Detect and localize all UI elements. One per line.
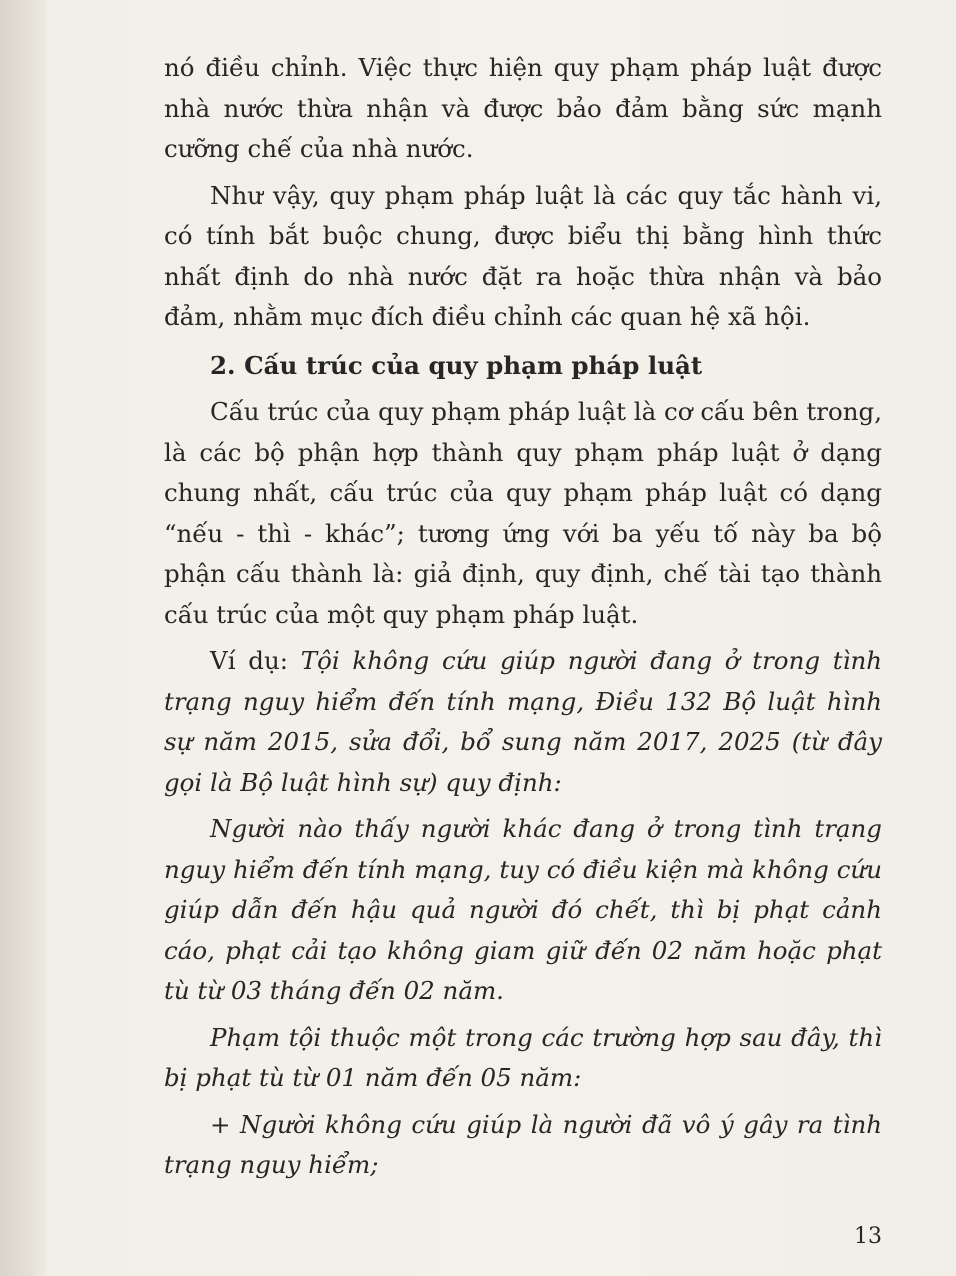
quote-clause-1: Người nào thấy người khác đang ở trong tình trạng nguy hiểm đến tính mạng, tuy có điều kiện mà không cứu giúp dẫn đến hậu quả người đó chết, thì bị phạt cảnh cáo, phạt cải tạo không giam giữ đến 02 năm hoặc phạt tù từ 03 tháng đến 02 năm. bbox=[164, 814, 882, 1005]
quote-clause-2: Phạm tội thuộc một trong các trường hợp sau đây, thì bị phạt tù từ 01 năm đến 05 năm: bbox=[164, 1022, 882, 1092]
example-text: Tội không cứu giúp người đang ở trong tình trạng nguy hiểm đến tính mạng, Điều 132 Bộ luật hình sự năm 2015, sửa đổi, bổ sung năm 2017, 2025 (từ đây gọi là Bộ luật hình sự) quy định: bbox=[164, 646, 883, 797]
example-label: Ví dụ: bbox=[210, 646, 301, 675]
quote-clause-3: + Người không cứu giúp là người đã vô ý gây ra tình trạng nguy hiểm; bbox=[164, 1109, 882, 1179]
section-heading: 2. Cấu trúc của quy phạm pháp luật bbox=[210, 350, 703, 380]
page-number: 13 bbox=[854, 1224, 882, 1249]
paragraph-continuation: nó điều chỉnh. Việc thực hiện quy phạm pháp luật được nhà nước thừa nhận và được bảo đảm bằng sức mạnh cưỡng chế của nhà nước. bbox=[164, 53, 882, 163]
paragraph-example bbox=[164, 641, 882, 803]
paragraph-definition: Như vậy, quy phạm pháp luật là các quy tắc hành vi, có tính bắt buộc chung, được biểu thị bằng hình thức nhất định do nhà nước đặt ra hoặc thừa nhận và bảo đảm, nhằm mục đích điều chỉnh các quan hệ xã hội. bbox=[164, 180, 882, 331]
page-body bbox=[164, 48, 882, 1186]
paragraph-structure: Cấu trúc của quy phạm pháp luật là cơ cấu bên trong, là các bộ phận hợp thành quy phạm pháp luật ở dạng chung nhất, cấu trúc của quy phạm pháp luật có dạng “nếu - thì - khác”; tương ứng với ba yếu tố này ba bộ phận cấu thành là: giả định, quy định, chế tài tạo thành cấu trúc của một quy phạm pháp luật. bbox=[164, 397, 882, 629]
book-gutter bbox=[0, 0, 46, 1276]
